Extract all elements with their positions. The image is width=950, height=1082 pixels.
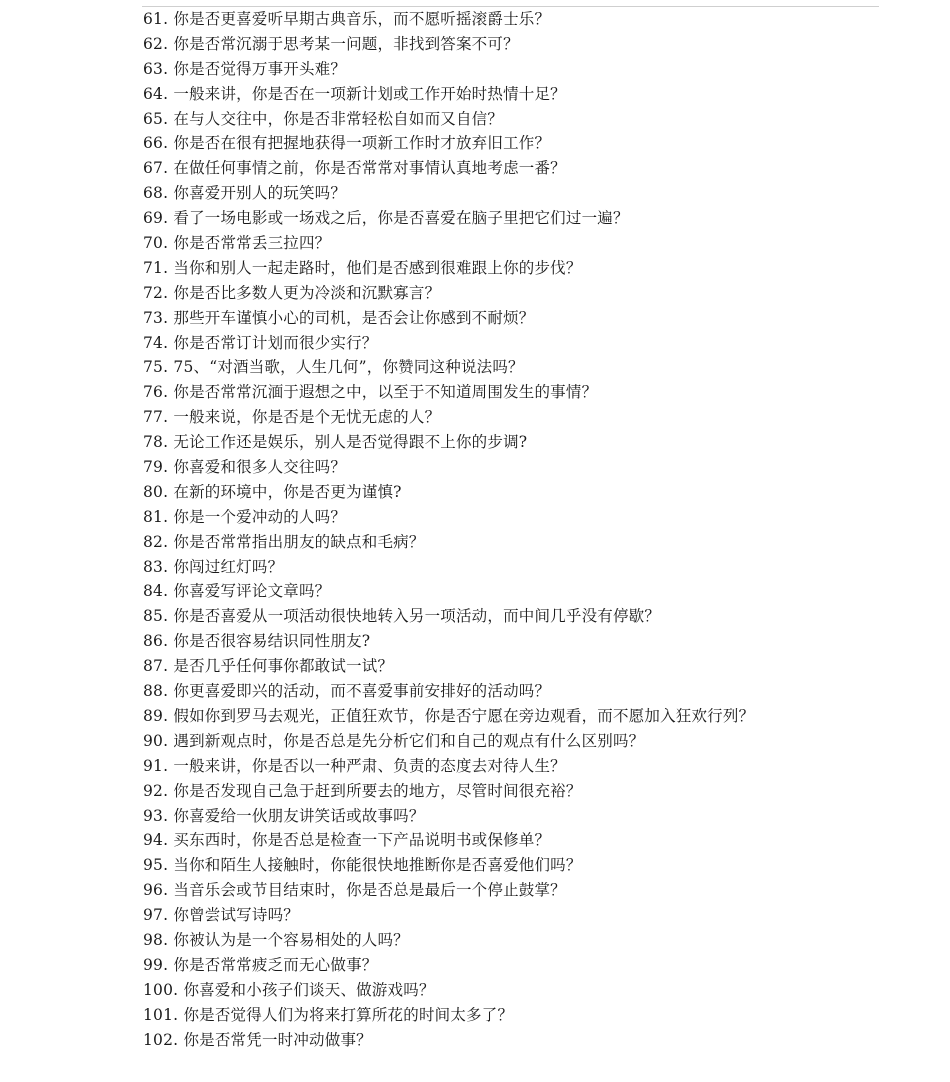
question-item: 98. 你被认为是一个容易相处的人吗？ <box>143 930 409 949</box>
question-list <box>143 7 903 1052</box>
question-item: 96. 当音乐会或节目结束时，你是否总是最后一个停止鼓掌？ <box>143 881 566 900</box>
question-item: 91. 一般来讲，你是否以一种严肃、负责的态度去对待人生？ <box>143 756 566 775</box>
question-item: 86. 你是否很容易结识同性朋友? <box>143 632 371 651</box>
question-item: 94. 买东西时，你是否总是检查一下产品说明书或保修单？ <box>143 831 551 850</box>
question-item: 78. 无论工作还是娱乐，别人是否觉得跟不上你的步调? <box>143 433 528 452</box>
question-item: 80. 在新的环境中，你是否更为谨慎? <box>143 482 402 501</box>
question-item: 89. 假如你到罗马去观光，正值狂欢节，你是否宁愿在旁边观看，而不愿加入狂欢行列？ <box>143 706 755 725</box>
question-item: 87. 是否几乎任何事你都敢试一试？ <box>143 657 394 676</box>
question-item: 88. 你更喜爱即兴的活动，而不喜爱事前安排好的活动吗？ <box>143 682 551 701</box>
question-item: 67. 在做任何事情之前，你是否常常对事情认真地考虑一番？ <box>143 159 566 178</box>
question-item: 73. 那些开车谨慎小心的司机，是否会让你感到不耐烦？ <box>143 308 535 327</box>
question-item: 92. 你是否发现自己急于赶到所要去的地方，尽管时间很充裕？ <box>143 781 582 800</box>
question-item: 65. 在与人交往中，你是否非常轻松自如而又自信？ <box>143 109 504 128</box>
question-item: 74. 你是否常订计划而很少实行？ <box>143 333 378 352</box>
question-item: 71. 当你和别人一起走路时，他们是否感到很难跟上你的步伐？ <box>143 258 582 277</box>
question-item: 63. 你是否觉得万事开头难？ <box>143 59 347 78</box>
question-item: 101. 你是否觉得人们为将来打算所花的时间太多了？ <box>143 1005 514 1024</box>
question-item: 84. 你喜爱写评论文章吗？ <box>143 582 331 601</box>
question-item: 69. 看了一场电影或一场戏之后，你是否喜爱在脑子里把它们过一遍？ <box>143 209 629 228</box>
question-item: 76. 你是否常常沉湎于遐想之中，以至于不知道周围发生的事情？ <box>143 383 598 402</box>
question-item: 100. 你喜爱和小孩子们谈天、做游戏吗？ <box>143 980 435 999</box>
question-item: 62. 你是否常沉溺于思考某一问题，非找到答案不可？ <box>143 34 519 53</box>
question-item: 66. 你是否在很有把握地获得一项新工作时才放弃旧工作？ <box>143 134 551 153</box>
question-item: 70. 你是否常常丢三拉四？ <box>143 234 331 253</box>
question-item: 81. 你是一个爱冲动的人吗？ <box>143 507 347 526</box>
question-item: 93. 你喜爱给一伙朋友讲笑话或故事吗？ <box>143 806 425 825</box>
question-item: 102. 你是否常凭一时冲动做事？ <box>143 1030 372 1049</box>
question-item: 85. 你是否喜爱从一项活动很快地转入另一项活动，而中间几乎没有停歇？ <box>143 607 661 626</box>
question-item: 95. 当你和陌生人接触时，你能很快地推断你是否喜爱他们吗？ <box>143 856 582 875</box>
question-item: 83. 你闯过红灯吗？ <box>143 557 284 576</box>
question-item: 77. 一般来说，你是否是个无忧无虑的人？ <box>143 408 441 427</box>
question-item: 61. 你是否更喜爱听早期古典音乐，而不愿听摇滚爵士乐？ <box>143 10 551 28</box>
question-item: 72. 你是否比多数人更为冷淡和沉默寡言？ <box>143 283 441 302</box>
question-item: 90. 遇到新观点时，你是否总是先分析它们和自己的观点有什么区别吗？ <box>143 731 645 750</box>
question-item: 99. 你是否常常疲乏而无心做事？ <box>143 955 378 974</box>
question-item: 64. 一般来讲，你是否在一项新计划或工作开始时热情十足？ <box>143 84 566 103</box>
question-item: 75. 75、“对酒当歌，人生几何”，你赞同这种说法吗？ <box>143 358 524 377</box>
question-item: 82. 你是否常常指出朋友的缺点和毛病？ <box>143 532 425 551</box>
question-item: 68. 你喜爱开别人的玩笑吗？ <box>143 184 347 203</box>
question-item: 97. 你曾尝试写诗吗？ <box>143 906 299 925</box>
question-item: 79. 你喜爱和很多人交往吗？ <box>143 458 347 477</box>
